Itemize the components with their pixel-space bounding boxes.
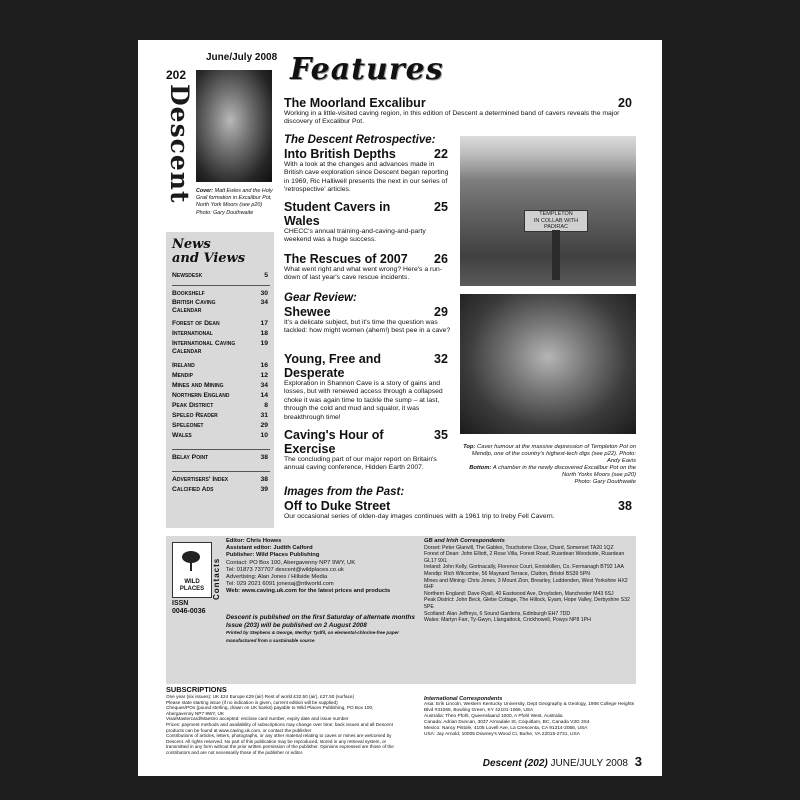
wild-places-logo: [172, 542, 212, 598]
article-page-number: 38: [618, 499, 632, 513]
subscription-line: One year (six issues): UK £24 Europe £29 (air) Rest of world £32.50 (air), £27.50 (surface): [166, 694, 355, 699]
international-correspondent-line: Mexico: Nancy Pistole, 4105 Lovell Ave, La Crescenta, CA 91214-2056, USA: [424, 726, 588, 731]
subscription-line: Cheques/POs (pound sterling, drawn on UK banks) payable to Wild Places Publishing, PO Box 100, Abergavenny NP7 9WY, UK: [166, 705, 374, 716]
article-kicker: The Descent Retrospective:: [284, 134, 436, 146]
article-title: Off to Duke Street: [284, 499, 391, 513]
logo-text: WILD PLACES: [179, 579, 205, 592]
nv-item-name: Belay Point: [172, 454, 209, 461]
article-summary: Our occasional series of olden-day images continues with a 1961 trip to Ireby Fell Cavern.: [284, 513, 555, 520]
article-summary: The concluding part of our major report on Britain's annual caving conference, Hidden Earth 2007.: [284, 456, 437, 472]
gb-correspondent-line: Dorset: Peter Glanvill, The Gables, Touchstone Close, Chard, Somerset TA20 1QZ: [424, 544, 614, 551]
nv-item-name: Advertisers' Index: [172, 476, 229, 483]
nv-list-item[interactable]: [172, 392, 268, 400]
nv-list-item[interactable]: [172, 290, 268, 298]
article-page-number: 25: [434, 200, 448, 214]
nv-item-name: Wales: [172, 432, 192, 439]
page-number: 3: [634, 754, 642, 769]
cover-caption-lead: Cover:: [196, 188, 214, 194]
magazine-page: [138, 40, 662, 776]
features-title: Features: [290, 52, 444, 87]
international-correspondent-line: Canada: Adrian Duncan, 3037 Armadale St, Coquitlam, BC, Canada V3G 3S4: [424, 720, 590, 725]
nv-item-name: Forest of Dean: [172, 320, 220, 327]
article-summary: With a look at the changes and advances made in British cave exploration since Descent began reporting in 1969, Ric Halliwell presents the next in our series of 'retrospective' articles.: [284, 161, 449, 194]
nv-item-page: 12: [260, 372, 268, 379]
nv-list-item[interactable]: [172, 340, 268, 356]
nv-list-item[interactable]: [172, 299, 268, 315]
nv-item-name: International: [172, 330, 213, 337]
sign-post: [552, 230, 560, 280]
issn: ISSN 0046-0036: [172, 600, 206, 615]
cover-photo-credit: Photo: Gary Douthwaite: [196, 209, 254, 216]
nv-list-item[interactable]: [172, 412, 268, 420]
web-link[interactable]: Web: www.caving.uk.com for the latest prices and products: [226, 588, 391, 595]
article-page-number: 29: [434, 305, 448, 319]
nv-item-name: Northern England: [172, 392, 230, 399]
nv-item-page: 29: [260, 422, 268, 429]
feature-article[interactable]: [284, 96, 638, 127]
article-page-number: 22: [434, 147, 448, 161]
gb-correspondent-line: Northern England: Dave Ryall, 40 Eastwood Ave, Droylsden, Manchester M43 6SJ: [424, 590, 614, 597]
nv-item-page: 10: [260, 432, 268, 439]
nv-list-item[interactable]: [172, 476, 268, 484]
nv-list-item[interactable]: [172, 272, 268, 280]
issue-number: 202: [166, 68, 187, 82]
nv-list-item[interactable]: [172, 432, 268, 440]
nv-item-name: Newsdesk: [172, 272, 203, 279]
article-title: Young, Free and Desperate: [284, 352, 381, 380]
cover-caption: [196, 188, 276, 217]
article-page-number: 20: [618, 96, 632, 110]
nv-item-page: 31: [260, 412, 268, 419]
nv-item-page: 34: [260, 299, 268, 306]
nv-list-item[interactable]: [172, 422, 268, 430]
nv-item-page: 38: [260, 476, 268, 483]
gb-correspondent-line: Ireland: John Kelly, Gortnacally, Florence Court, Enniskillen, Co. Fermanagh BT92 1AA: [424, 564, 624, 571]
nv-list-item[interactable]: [172, 402, 268, 410]
nv-item-page: 16: [260, 362, 268, 369]
nv-item-page: 17: [260, 320, 268, 327]
article-page-number: 35: [434, 428, 448, 442]
gb-correspondent-line: Forest of Dean: John Elliott, 2 Rose Villa, Forest Road, Ruardean Woodside, Ruardean GL17 9XL: [424, 551, 625, 564]
article-page-number: 32: [434, 352, 448, 366]
subscription-line: Prices: payment methods and availability of subscriptions may change over time; back issues and all Descent products can be found at www.caving.uk.com, or contact the publisher: [166, 721, 393, 733]
feature-article[interactable]: [284, 200, 454, 245]
nv-item-name: Mendip: [172, 372, 193, 379]
nv-item-page: 5: [264, 272, 268, 279]
gb-correspondents: GB and Irish Correspondents Dorset: Peter Glanvill, The Gables, Touchstone Close, Chard, Somerset TA20 1QZ Forest of Dean: John Elliott, 2 Rose Villa, Forest Road, Ruardean Woodside, Ruardean GL17 9XL Ireland: John Kelly, Gortnacally, Florence Court, Enniskillen, Co. Fermanagh BT92 1AA Mendip: Rich Witcombe, 56 Maynard Terrace, Clutton, Bristol BS39 5PN Mines and Mining: Chris Jones, 3 Mount Zion, Brearley, Luddenden, West Yorkshire HX2 6HF Northern England: Dave Ryall, 40 Eastwood Ave, Droylsden, Manchester M43 6SJ Peak District: John Beck, Glebe Cottage, The Hillock, Eyam, Hope Valley, Derbyshire S32 5PE Scotland: Alan Jeffreys, 6 Sound Gardens, Edinburgh EH7 7DD Wales: Martyn Farr, Ty-Gwyn, Llangattock, Crickhowell, Powys NP8 1PH: [424, 538, 632, 624]
nv-list-item[interactable]: [172, 362, 268, 370]
tree-icon: [181, 549, 201, 571]
article-title: Caving's Hour of Exercise: [284, 428, 384, 456]
nv-item-name: Ireland: [172, 362, 195, 369]
nv-item-name: British Caving Calendar: [172, 299, 216, 314]
excalibur-chamber-photo: [460, 294, 636, 434]
nv-item-page: 19: [260, 340, 268, 347]
divider: [172, 285, 270, 286]
nv-list-item[interactable]: [172, 330, 268, 338]
cover-caption-text: Matt Ewles and the Holy Grail formation in Excalibur Pot, North York Moors (see p20): [196, 188, 273, 209]
nv-item-page: 34: [260, 382, 268, 389]
page-footer: Descent (202) JUNE/JULY 2008 3: [482, 754, 642, 769]
article-title: Student Cavers in Wales: [284, 200, 391, 228]
subscription-line: Please state starting issue (if no indication is given, current edition will be supplied): [166, 699, 338, 705]
nv-item-name: Peak District: [172, 402, 214, 409]
feature-article[interactable]: [284, 428, 454, 473]
news-and-views-box: [166, 232, 274, 528]
nv-item-page: 8: [264, 402, 268, 409]
international-correspondents: International Correspondents Asia: Erik Lincoln, Western Kentucky University, Dept Geography & Geology, 1906 College Heights Blvd #31066, Bowling Green, KY 42101-1066, USA Australia: Theo Pfohl, Queenslaand 1000, A Pfohl West, Australia Canada: Adrian Duncan, 3037 Armadale St, Coquitlam, BC, Canada V3G 3S4 Mexico: Nancy Pistole, 4105 Lovell Ave, La Crescenta, CA 91214-2056, USA USA: Jay Arnold, 10005 Downey's Wood Ct, Burke, VA 22015-2731, USA: [424, 696, 635, 737]
article-summary: Exploration in Shannon Cave is a story of gains and losses, but with renewed access through a collapsed choke it was again time to tackle the sump – at last, through the cold and mud and squalor, it was breakthrough time!: [284, 380, 443, 421]
feature-article[interactable]: [284, 134, 454, 195]
issue-date: June/July 2008: [206, 52, 278, 63]
feature-article[interactable]: [284, 252, 454, 283]
subscription-line: Visa/Mastercard/Maestro accepted: enclose card number, expiry date and issue number: [166, 716, 349, 722]
nv-list-item[interactable]: [172, 382, 268, 390]
nv-list-item[interactable]: [172, 372, 268, 380]
gb-correspondent-line: Wales: Martyn Farr, Ty-Gwyn, Llangattock, Crickhowell, Powys NP8 1PH: [424, 617, 591, 624]
nv-item-page: 30: [260, 290, 268, 297]
contact-tel[interactable]: Tel: 01873 737707 descent@wildplaces.co.uk: [226, 566, 344, 573]
article-summary: CHECC's annual training-and-caving-and-party weekend was a huge success.: [284, 228, 426, 244]
contacts-box: [166, 536, 636, 684]
templeton-sign: TEMPLETON IN COLLAB WITH PADIRAC: [524, 210, 588, 232]
article-title: Shewee: [284, 305, 331, 319]
masthead-logo: Descent: [165, 84, 194, 204]
feature-article[interactable]: [284, 292, 454, 336]
nv-item-name: Calcified Ads: [172, 486, 214, 493]
subscriptions: SUBSCRIPTIONS One year (six issues): UK £24 Europe £29 (air) Rest of world £32.50 (air), £27.50 (surface) Please state starting issue (if no indication is given, current edition will be supplied) Cheques/POs (pound sterling, drawn on UK banks) payable to Wild Places Publishing, PO Box 100, Abergavenny NP7 9WY, UK Visa/Mastercard/Maestro accepted: enclose card number, expiry date and issue number Prices: payment methods and availability of subscriptions may change over time; back issues and all Descent products can be found at www.caving.uk.com, or contact the publisher Contributions of articles, letters, photographs, or any other material relating to caves or mines are welcomed by Descent. All rights reserved. No part of this publication may be reproduced, stored in any retrieval system, or transmitted in any form without the prior written permission of the publisher. Opinions expressed are those of the contributors and are not necessarily those of the publisher or editor.: [166, 686, 396, 756]
nv-item-name: International Caving Calendar: [172, 340, 236, 355]
publication-note: Descent is published on the first Saturday of alternate months Issue (203) will be published on 2 August 2008 Printed by Stephens & George, Merthyr Tydfil, on elemental-chlorine-free paper manufactured from a sustainable source: [226, 614, 415, 643]
photo-captions: Top: Caver humour at the massive depression of Templeton Pot on Mendip, one of the country's highest-tech digs (see p22). Photo: Andy Eavis Bottom: A chamber in the newly discovered Excalibur Pot on the North Yorks Moors (see p20) Photo: Gary Douthwaite: [463, 444, 636, 485]
advert-tel[interactable]: Tel: 029 2021 6091 jonesaj@ntlworld.com: [226, 581, 334, 588]
international-correspondent-line: Australia: Theo Pfohl, Queenslaand 1000, A Pfohl West, Australia: [424, 714, 563, 719]
feature-article[interactable]: [284, 486, 638, 521]
nv-list-item[interactable]: [172, 320, 268, 328]
cover-photo: [196, 70, 272, 182]
article-title: The Rescues of 2007: [284, 252, 408, 266]
feature-article[interactable]: [284, 352, 454, 422]
nv-item-page: 14: [260, 392, 268, 399]
nv-list-item[interactable]: [172, 486, 268, 494]
gb-correspondent-line: Mines and Mining: Chris Jones, 3 Mount Zion, Brearley, Luddenden, West Yorkshire HX2 6HF: [424, 577, 628, 591]
nv-item-page: 39: [260, 486, 268, 493]
gb-correspondent-line: Scotland: Alan Jeffreys, 6 Sound Gardens, Edinburgh EH7 7DD: [424, 610, 571, 617]
article-summary: Working in a little-visited caving region, in this edition of Descent a determined band of cavers reveals the major discovery of Excalibur Pot.: [284, 110, 620, 126]
news-and-views-title: News and Views: [172, 237, 246, 266]
contact-details: Editor: Chris Howes Assistant editor: Judith Calford Publisher: Wild Places Publishing Contact: PO Box 100, Abergavenny NP7 9WY, UK Tel: 01873 737707 descent@wildplaces.co.uk Advertising: Alan Jones / Hillside Media Tel: 029 2021 6091 jonesaj@ntlworld.com Web: www.caving.uk.com for the latest prices and products: [226, 538, 391, 595]
gb-correspondent-line: Mendip: Rich Witcombe, 56 Maynard Terrace, Clutton, Bristol BS39 5PN: [424, 570, 590, 577]
article-title: The Moorland Excalibur: [284, 96, 426, 110]
nv-list-item[interactable]: [172, 454, 268, 462]
article-summary: What went right and what went wrong? Here's a run-down of last year's cave rescue incidents.: [284, 266, 443, 282]
gb-correspondent-line: Peak District: John Beck, Glebe Cottage, The Hillock, Eyam, Hope Valley, Derbyshire S32 5PE: [424, 597, 630, 610]
nv-item-page: 18: [260, 330, 268, 337]
contacts-label: Contacts: [212, 557, 221, 600]
article-page-number: 26: [434, 252, 448, 266]
article-summary: It's a delicate subject, but it's time the question was tackled: how might women (ahem!) best pee in a cave?: [284, 319, 451, 335]
international-correspondent-line: USA: Jay Arnold, 10005 Downey's Wood Ct, Burke, VA 22015-2731, USA: [424, 732, 580, 737]
article-kicker: Images from the Past:: [284, 486, 405, 498]
international-correspondent-line: Asia: Erik Lincoln, Western Kentucky University, Dept Geography & Geology, 1906 College Heights Blvd #31066, Bowling Green, KY 42101-1066, USA: [424, 702, 635, 713]
nv-item-name: Speleonet: [172, 422, 204, 429]
nv-item-name: Bookshelf: [172, 290, 205, 297]
divider: [172, 471, 270, 472]
divider: [172, 449, 270, 450]
article-kicker: Gear Review:: [284, 292, 357, 304]
nv-item-name: Mines and Mining: [172, 382, 224, 389]
article-title: Into British Depths: [284, 147, 396, 161]
nv-item-name: Speleo Reader: [172, 412, 218, 419]
nv-item-page: 38: [260, 454, 268, 461]
